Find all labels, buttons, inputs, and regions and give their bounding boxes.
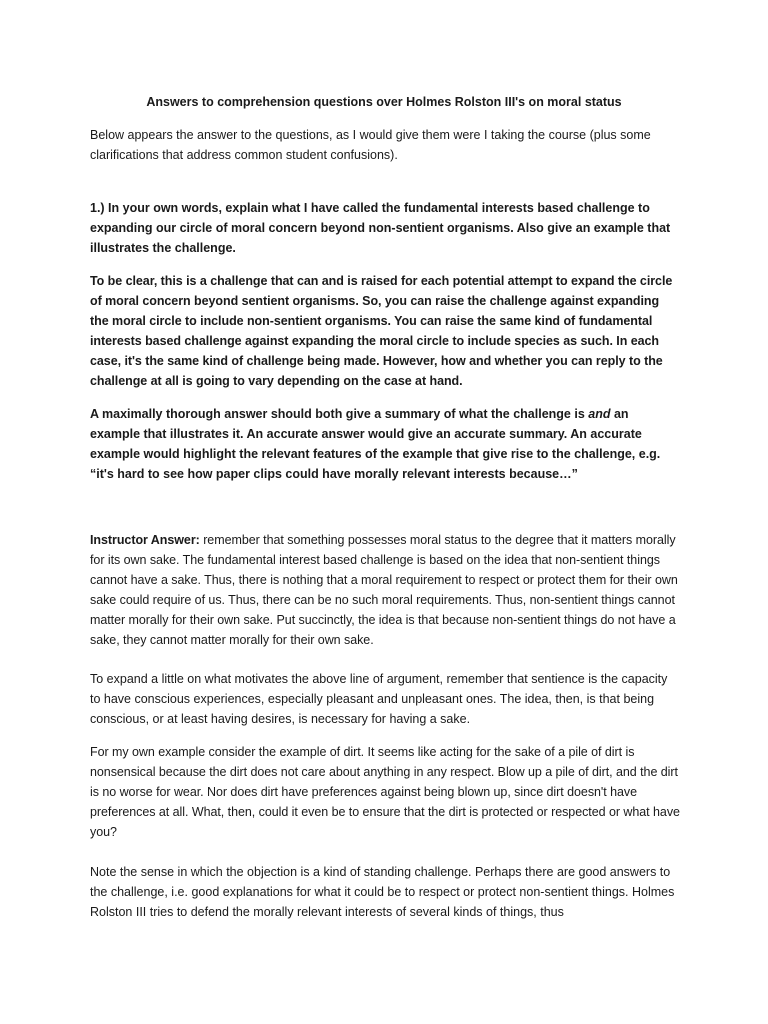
- dirt-example-paragraph: For my own example consider the example of dirt. It seems like acting for the sake of a pile of dirt is nonsensical because the dirt does not care about anything in any respect. Blow up a pile of dirt, and the dirt is no worse for wear. Nor does dirt have preferences against being blown up, since dirt doesn't have preferences at all. What, then, could it even be to ensure that the dirt is protected or respected or what have you?: [90, 745, 680, 839]
- document-title: Answers to comprehension questions over Holmes Rolston III's on moral status: [146, 95, 622, 109]
- standing-challenge-paragraph: Note the sense in which the objection is a kind of standing challenge. Perhaps there are good answers to the challenge, i.e. good explanations for what it could be to respect or protect non-sentient things. Holmes Rolston III tries to defend the morally relevant interests of several kinds of things, thus: [90, 865, 675, 919]
- question-1: 1.) In your own words, explain what I have called the fundamental interests based challenge to expanding our circle of moral concern beyond non-sentient organisms. Also give an example that illustrates the challenge.: [90, 201, 671, 255]
- clarification-2-text-a: A maximally thorough answer should both give a summary of what the challenge is: [90, 407, 589, 421]
- instructor-answer-text: remember that something possesses moral status to the degree that it matters morally for its own sake. The fundamental interest based challenge is based on the idea that non-sentient things cannot have a sake. Thus, there is nothing that a moral requirement to respect or protect them for their own sake could require of us. Thus, there can be no such moral requirements. Thus, non-sentient things cannot matter morally for their own sake. Put succinctly, the idea is that because non-sentient things do not have a sake, they cannot matter morally for their own sake.: [90, 533, 678, 647]
- clarification-2-text-b: an example that illustrates it. An accurate answer would give an accurate summary. An accurate example would highlight the relevant features of the example that give rise to the challenge, e.g. “it's hard to see how paper clips could have morally relevant interests because…”: [90, 407, 661, 481]
- clarification-paragraph-2: [90, 404, 680, 484]
- clarification-2-emphasis: and: [588, 407, 611, 421]
- clarification-paragraph-1: To be clear, this is a challenge that can and is raised for each potential attempt to expand the circle of moral concern beyond sentient organisms. So, you can raise the challenge against expanding the moral circle to include non-sentient organisms. You can raise the same kind of fundamental interests based challenge against expanding the moral circle to include species as such. In each case, it's the same kind of challenge being made. However, how and whether you can reply to the challenge at all is going to vary depending on the case at hand.: [90, 274, 673, 388]
- instructor-answer-label: Instructor Answer:: [90, 533, 200, 547]
- instructor-answer-paragraph: [90, 530, 680, 650]
- intro-paragraph: Below appears the answer to the questions, as I would give them were I taking the course (plus some clarifications that address common student confusions).: [90, 128, 651, 162]
- expand-paragraph: To expand a little on what motivates the above line of argument, remember that sentience is the capacity to have conscious experiences, especially pleasant and unpleasant ones. The idea, then, is that being conscious, or at least having desires, is necessary for having a sake.: [90, 672, 668, 726]
